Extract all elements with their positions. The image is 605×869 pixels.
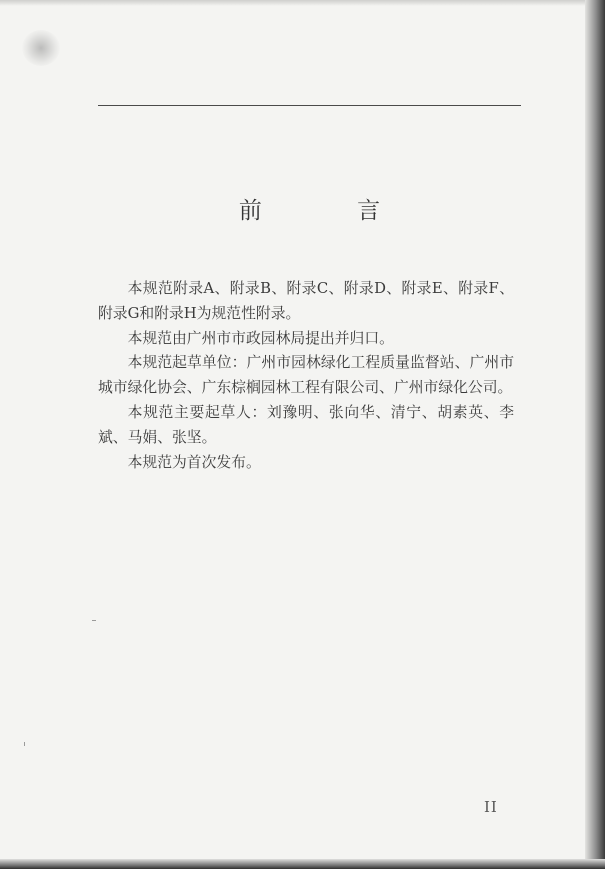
paragraph-appendices: 本规范附录A、附录B、附录C、附录D、附录E、附录F、附录G和附录H为规范性附录。	[98, 280, 514, 322]
scan-bottom-edge	[0, 859, 605, 869]
paragraph-drafting-units: 本规范起草单位：广州市园林绿化工程质量监督站、广州市城市绿化协会、广东棕榈园林工程有限公司、广州市绿化公司。	[98, 354, 514, 397]
preface-body	[98, 277, 514, 475]
preface-title: 前 言	[238, 198, 425, 224]
scan-top-edge	[0, 0, 605, 6]
header-rule	[98, 105, 521, 106]
scan-right-edge	[585, 0, 605, 869]
paragraph-first-release: 本规范为首次发布。	[127, 453, 261, 471]
page-number: II	[484, 798, 498, 816]
paragraph-proposer: 本规范由广州市市政园林局提出并归口。	[127, 329, 394, 347]
paragraph-drafters: 本规范主要起草人：刘豫明、张向华、清宁、胡素英、李斌、马娟、张坚。	[98, 403, 514, 446]
scan-speck	[92, 620, 96, 621]
scan-smudge	[22, 30, 60, 66]
scan-speck	[24, 742, 25, 746]
